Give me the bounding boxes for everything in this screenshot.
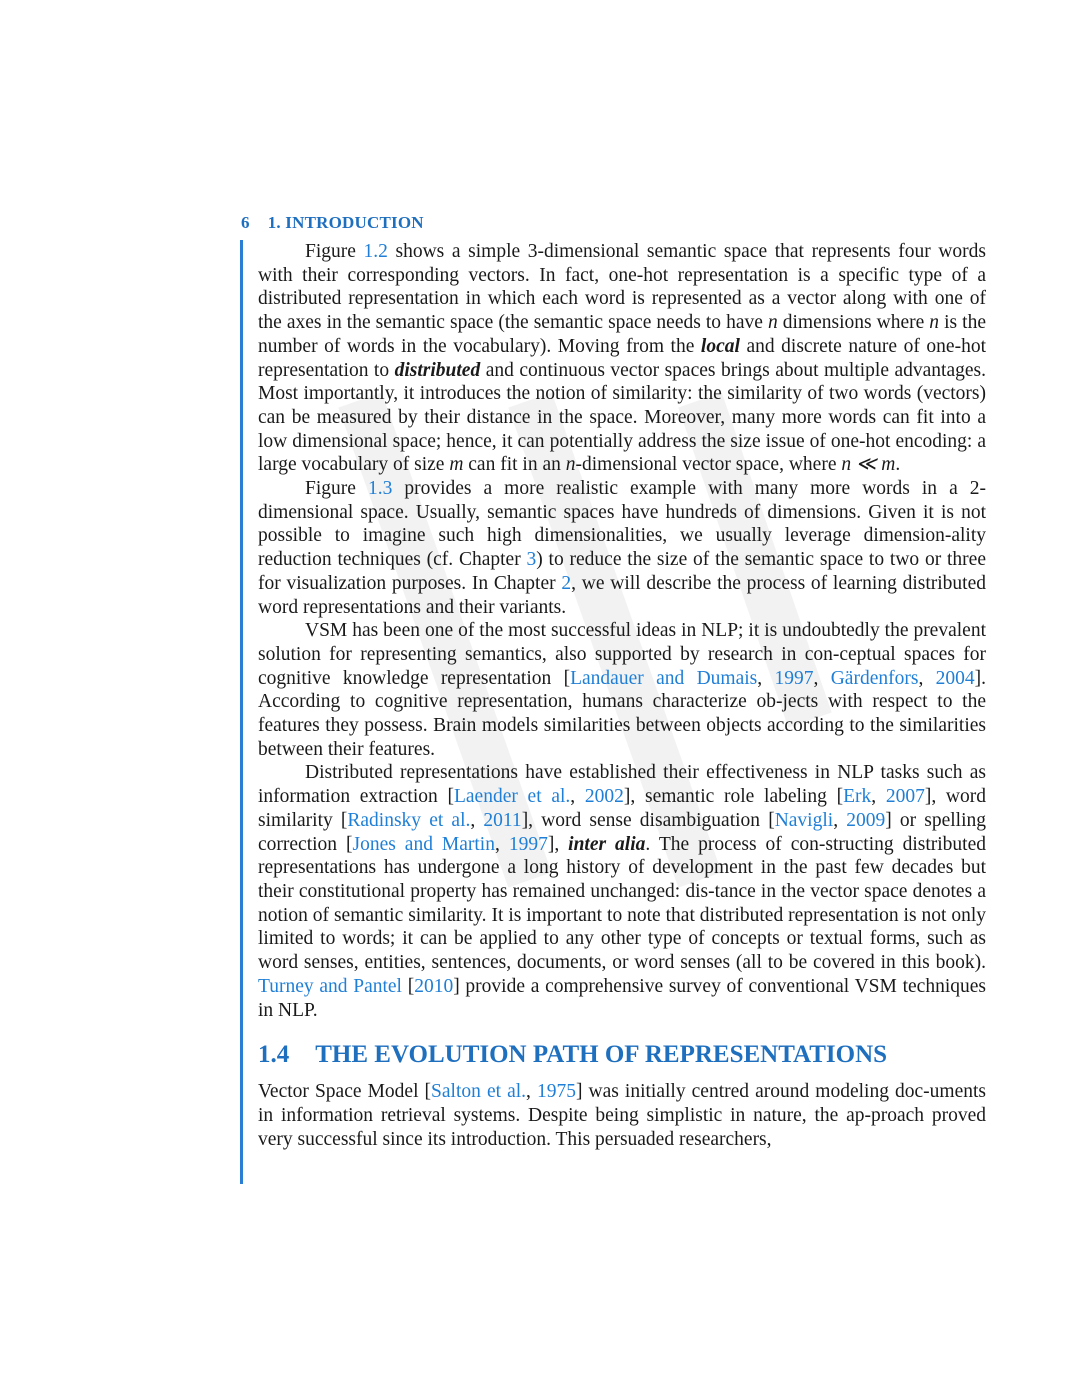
paragraph: Figure 1.3 provides a more realistic example with many more words in a 2-dimensional space. Usually, semantic spaces have hundreds of dimensions. Given it is not possible to imagine such high dimensionalities, we usually leverage dimension-ality reduction techniques (cf. Chapter 3) to reduce the size of the semantic space to two or three for visualization purposes. In Chapter 2, we will describe the process of learning distributed word representations and their variants. bbox=[258, 478, 986, 618]
page-number: 6 bbox=[241, 213, 250, 232]
figure-link[interactable]: 1.3 bbox=[367, 478, 393, 500]
chapter-link[interactable]: 2 bbox=[561, 572, 572, 594]
citation-link[interactable]: Salton et al. bbox=[431, 1081, 527, 1103]
citation-link[interactable]: 2007 bbox=[885, 786, 925, 808]
page-body bbox=[258, 240, 986, 1151]
citation-link[interactable]: 2010 bbox=[414, 975, 454, 997]
citation-link[interactable]: 2002 bbox=[584, 786, 624, 808]
citation-link[interactable]: Laender et al. bbox=[453, 786, 571, 808]
citation-link[interactable]: 1975 bbox=[536, 1081, 576, 1103]
paragraph: Distributed representations have established their effectiveness in NLP tasks such as information extraction [Laender et al., 2002], semantic role labeling [Erk, 2007], word similarity [Radinsky et al., 2011], word sense disambiguation [Navigli, 2009] or spelling correction [Jones and Martin, 1997], inter alia. The process of con-structing distributed representations has undergone a long history of development in the past few decades but their constitutional property has remained unchanged: dis-tance in the vector space denotes a notion of semantic similarity. It is important to note that distributed representation is not only limited to words; it can be applied to any other type of concepts or textual forms, such as word senses, entities, sentences, documents, or word senses (all to be covered in this book). Turney and Pantel [2010] provide a comprehensive survey of conventional VSM techniques in NLP. bbox=[258, 762, 987, 1021]
figure-link[interactable]: 1.2 bbox=[363, 241, 388, 262]
citation-link[interactable]: 1997 bbox=[774, 667, 814, 689]
chapter-title: 1. INTRODUCTION bbox=[267, 213, 424, 232]
citation-link[interactable]: 2011 bbox=[483, 809, 522, 831]
emphasis-inter-alia: inter alia bbox=[568, 833, 646, 855]
section-number: 1.4 bbox=[258, 1041, 290, 1069]
section-heading bbox=[258, 1040, 986, 1070]
citation-link[interactable]: Gärdenfors bbox=[830, 667, 919, 689]
emphasis-distributed: distributed bbox=[394, 359, 481, 381]
citation-link[interactable]: Erk bbox=[843, 786, 872, 808]
section-title: THE EVOLUTION PATH OF REPRESENTATIONS bbox=[315, 1041, 888, 1069]
paragraph: Figure 1.2 shows a simple 3-dimensional semantic space that represents four words with their corresponding vectors. In fact, one-hot representation is a specific type of a distributed representation in which each word is represented as a vector along with one of the axes in the semantic space (the semantic space needs to have n dimensions where n is the number of words in the vocabulary). Moving from the local and discrete nature of one-hot representation to distributed and continuous vector spaces brings about multiple advantages. Most importantly, it introduces the notion of similarity: the similarity of two words (vectors) can be measured by their distance in the space. Moreover, many more words can fit into a low dimensional space; hence, it can potentially address the size issue of one-hot encoding: a large vocabulary of size m can fit in an n-dimensional vector space, where n ≪ m. bbox=[258, 241, 986, 476]
margin-change-bar bbox=[240, 240, 243, 1184]
citation-link[interactable]: 2004 bbox=[935, 667, 975, 689]
emphasis-local: local bbox=[700, 335, 740, 357]
citation-link[interactable]: Radinsky et al. bbox=[347, 809, 471, 831]
chapter-link[interactable]: 3 bbox=[526, 549, 537, 571]
math-inequality: n ≪ m bbox=[841, 454, 896, 476]
running-header bbox=[241, 213, 424, 233]
citation-link[interactable]: Turney and Pantel bbox=[258, 975, 402, 997]
paragraph: Vector Space Model [Salton et al., 1975] was initially centred around modeling doc-uments in information retrieval systems. Despite being simplistic in nature, the ap-proach proved very successful since its introduction. This persuaded researchers, bbox=[258, 1081, 986, 1150]
citation-link[interactable]: 2009 bbox=[846, 809, 886, 831]
citation-link[interactable]: 1997 bbox=[508, 833, 548, 855]
citation-link[interactable]: Jones and Martin bbox=[352, 833, 495, 855]
paragraph: VSM has been one of the most successful ideas in NLP; it is undoubtedly the prevalent solution for representing semantics, also supported by research in con-ceptual spaces for cognitive knowledge representation [Landauer and Dumais, 1997, Gärdenfors, 2004]. According to cognitive representation, humans characterize ob-jects with respect to the features they possess. Brain models similarities between objects according to the similarities between their features. bbox=[258, 620, 987, 760]
citation-link[interactable]: Landauer and Dumais bbox=[570, 667, 758, 689]
citation-link[interactable]: Navigli bbox=[774, 809, 834, 831]
